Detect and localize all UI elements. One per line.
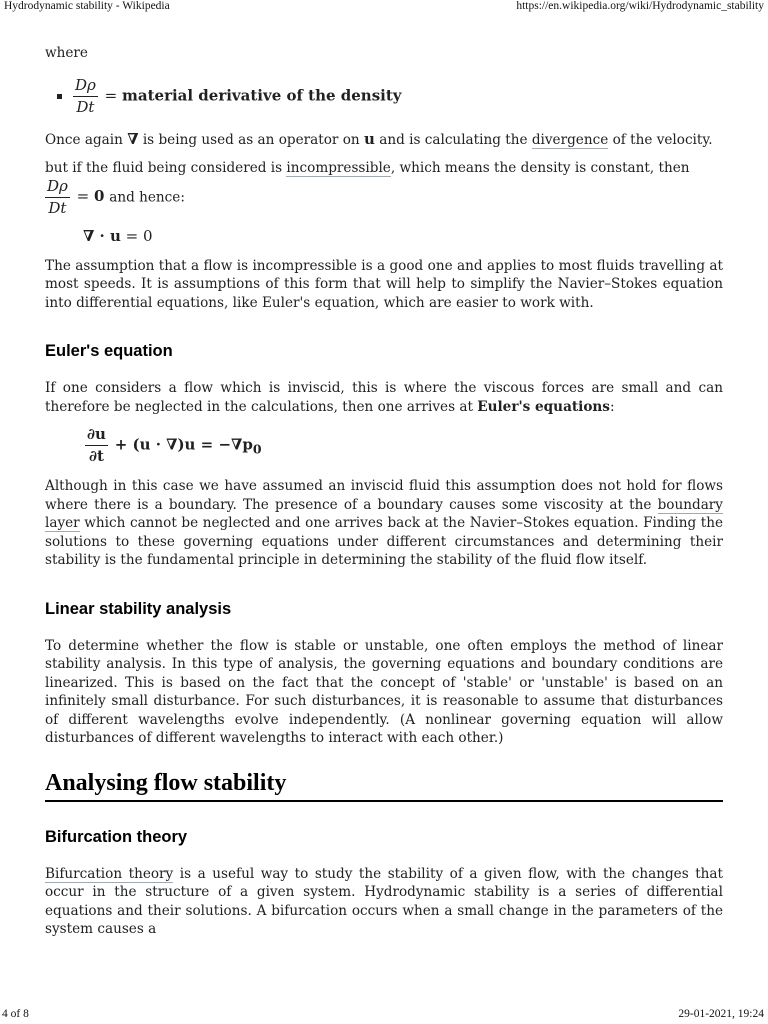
paragraph-euler: If one considers a flow which is inviscid, this is where the viscous forces are small and can therefore be neglected in the calculations, then one arrives at Euler's equations: — [45, 380, 723, 415]
paragraph-linear-stability: To determine whether the flow is stable or unstable, one often employs the method of linear stability analysis. In this type of analysis, the governing equations and boundary conditions are linearized. This is based on the fact that the concept of 'stable' or 'unstable' is based on an infinitely small disturbance. For such disturbances, it is reasonable to assume that disturbances of different wavelengths evolve independently. (A nonlinear governing equation will allow disturbances of different wavelengths to interact with each other.) — [45, 637, 723, 746]
incompressible-condition-formula: $\frac{D\rho}{Dt}$ = 0 — [47, 176, 105, 217]
paragraph-although: Although in this case we have assumed an inviscid fluid this assumption does not hold for flows where there is a boundary. The presence of a boundary causes some viscosity at the boundary layer which cannot be neglected and one arrives back at the Navier–Stokes equation. Finding the solutions to these governing equations under different circumstances and determining their stability is the fundamental principle in determining the stability of the fluid flow itself. — [45, 478, 723, 568]
bifurcation-theory-link[interactable]: Bifurcation theory — [45, 865, 174, 882]
equals-sign: = — [104, 86, 118, 104]
bullet-text: material derivative of the density — [122, 86, 402, 104]
euler-equation-formula: $\frac{\partial u}{\partial t}$ + $(u \cdot \nabla)u = -\nabla p_0$ — [87, 425, 262, 465]
incompressible-link[interactable]: incompressible — [286, 160, 391, 176]
partial-u-partial-t-fraction: $\frac{\partial u}{\partial t}$ — [87, 425, 106, 465]
eulers-equations-bold: Euler's equations — [477, 398, 610, 415]
velocity-symbol: u — [364, 129, 375, 148]
print-datetime: 29-01-2021, 19:24 — [678, 1008, 764, 1020]
browser-page-title: Hydrodynamic stability - Wikipedia — [4, 0, 170, 12]
fraction-numerator: Dρ — [73, 77, 98, 97]
paragraph-bifurcation: Bifurcation theory is a useful way to study the stability of a given flow, with the changes that occur in the structure of a given system. Hydrodynamic stability is a series of differential equations and their solutions. A bifurcation occurs when a small change in the parameters of the system causes a — [45, 865, 723, 937]
page-number: 4 of 8 — [2, 1008, 29, 1020]
paragraph-assumption: The assumption that a flow is incompressible is a good one and applies to most fluids travelling at most speeds. It is assumptions of this form that will help to simplify the Navier–Stokes equation into differential equations, like Euler's equation, which are easier to work with. — [45, 257, 723, 311]
bullet-icon — [57, 94, 62, 99]
d-rho-dt-fraction: $\frac{D\rho}{Dt}$ — [47, 176, 68, 217]
browser-page-url: https://en.wikipedia.org/wiki/Hydrodynamic_stability — [516, 0, 764, 12]
fraction-denominator: Dt — [76, 97, 95, 116]
bullet-item-material-derivative — [45, 77, 723, 116]
d-rho-dt-fraction — [73, 77, 98, 116]
heading-analysing-flow-stability: Analysing flow stability — [45, 770, 723, 802]
heading-linear-stability-analysis: Linear stability analysis — [45, 599, 232, 618]
heading-bifurcation-theory: Bifurcation theory — [45, 827, 188, 846]
nabla-symbol: ∇ — [127, 129, 139, 148]
divergence-free-equation: ∇ · u = 0 — [83, 226, 153, 245]
heading-eulers-equation: Euler's equation — [45, 342, 173, 360]
boundary-layer-link[interactable]: boundary layer — [45, 496, 723, 531]
paragraph-once-again: Once again ∇ is being used as an operator on u and is calculating the divergence of the velocity. — [45, 129, 713, 148]
paragraph-incompressible: but if the fluid being considered is incompressible, which means the density is constant, then $\frac{D\rho}{Dt}$ = 0 and hence: — [45, 160, 690, 217]
material-derivative-formula — [71, 77, 402, 116]
where-text: where — [45, 45, 88, 61]
article-content — [45, 44, 723, 939]
divergence-link[interactable]: divergence — [531, 131, 609, 148]
